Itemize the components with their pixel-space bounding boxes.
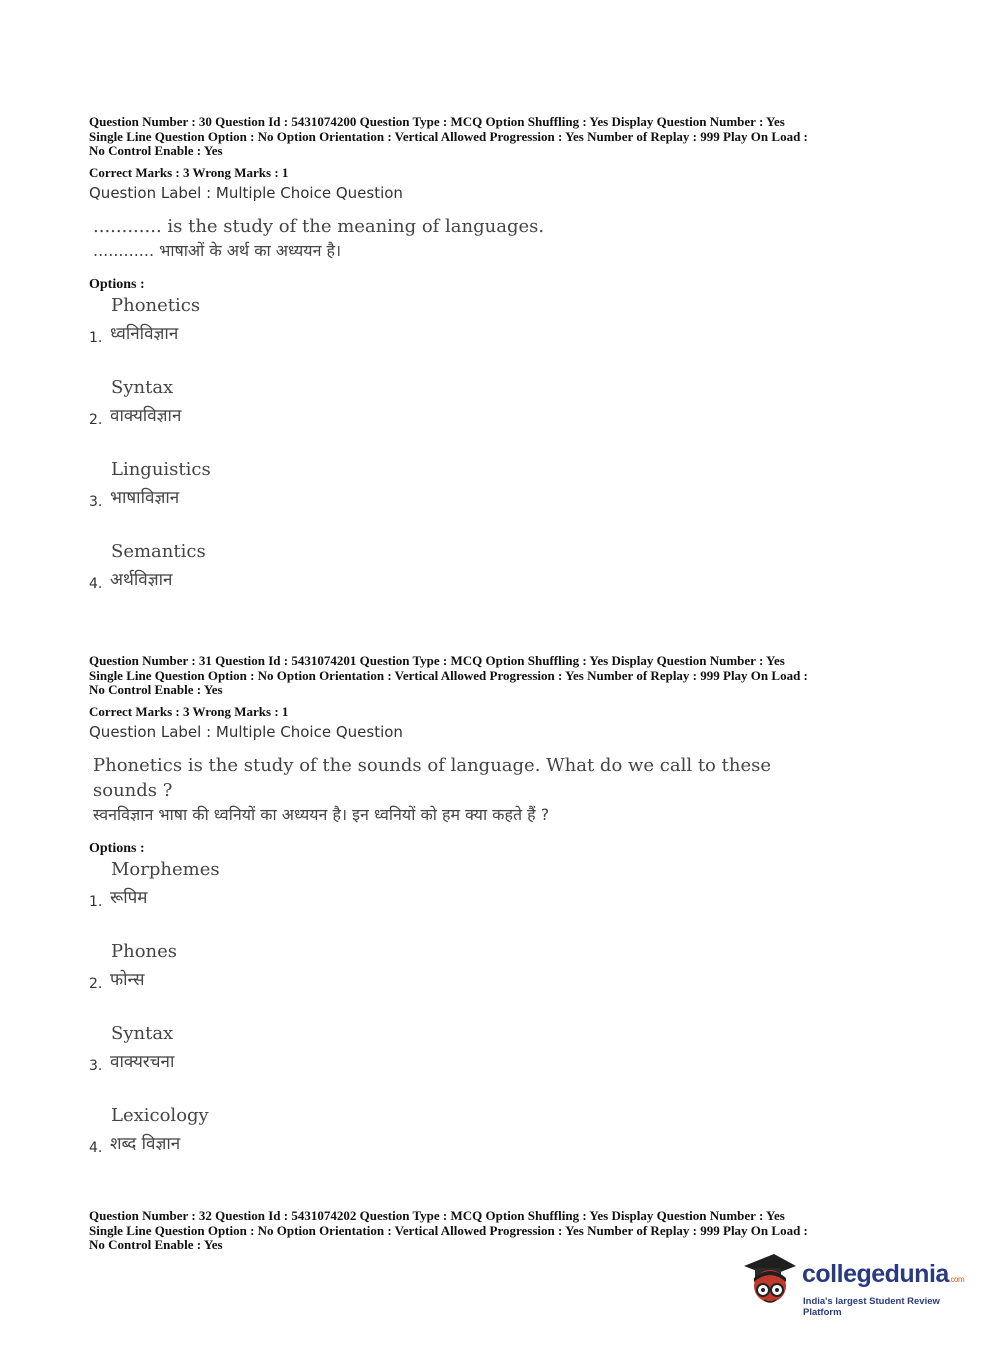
mascot-icon [740, 1250, 802, 1314]
question-meta: Question Number : 32 Question Id : 5431074202 Question Type : MCQ Option Shuffling : Yes Display Question Number : Yes Single Line Question Option : No Option Orientation : Vertical Allowed Progression : Yes Number of Replay : 999 Play On Load : No Control Enable : Yes [89, 1208, 808, 1252]
option-text-english: Phones [111, 940, 178, 962]
question-label: Question Label : Multiple Choice Question [89, 722, 403, 741]
option-number: 3. [89, 493, 103, 510]
options-heading: Options : [89, 840, 145, 856]
question-marks: Correct Marks : 3 Wrong Marks : 1 [89, 164, 289, 180]
option-number: 4. [89, 575, 103, 592]
question-stem-hindi: स्वनविज्ञान भाषा की ध्वनियों का अध्ययन है। इन ध्वनियों को हम क्या कहते हैं ? [93, 804, 550, 824]
option-number: 2. [89, 411, 103, 428]
option-number: 1. [89, 329, 103, 346]
option-text-english: Syntax [111, 1022, 174, 1044]
option-4 [89, 1103, 919, 1185]
question-meta: Question Number : 31 Question Id : 5431074201 Question Type : MCQ Option Shuffling : Yes Display Question Number : Yes Single Line Question Option : No Option Orientation : Vertical Allowed Progression : Yes Number of Replay : 999 Play On Load : No Control Enable : Yes [89, 653, 808, 697]
option-1 [89, 857, 919, 939]
option-text-hindi: वाक्यविज्ञान [110, 405, 182, 426]
option-text-hindi: भाषाविज्ञान [110, 487, 180, 508]
question-stem-english: Phonetics is the study of the sounds of language. What do we call to these sounds ? [93, 754, 771, 801]
option-text-hindi: फोन्स [110, 969, 145, 990]
logo-tagline: India's largest Student Review Platform [803, 1296, 940, 1318]
question-label: Question Label : Multiple Choice Question [89, 183, 403, 202]
options-heading: Options : [89, 276, 145, 292]
option-text-hindi: शब्द विज्ञान [110, 1133, 181, 1154]
option-text-hindi: रूपिम [110, 887, 148, 908]
question-meta: Question Number : 30 Question Id : 5431074200 Question Type : MCQ Option Shuffling : Yes Display Question Number : Yes Single Line Question Option : No Option Orientation : Vertical Allowed Progression : Yes Number of Replay : 999 Play On Load : No Control Enable : Yes [89, 114, 808, 158]
option-4 [89, 539, 919, 621]
option-number: 2. [89, 975, 103, 992]
logo-wordmark: collegedunia.com [802, 1260, 965, 1288]
option-text-hindi: ध्वनिविज्ञान [110, 323, 179, 344]
question-stem-english: ............ is the study of the meaning of languages. [93, 215, 545, 237]
question-30 [89, 115, 919, 621]
option-2 [89, 939, 919, 1021]
option-3 [89, 457, 919, 539]
option-text-english: Linguistics [111, 458, 211, 480]
option-number: 4. [89, 1139, 103, 1156]
question-32 [89, 1209, 919, 1253]
option-3 [89, 1021, 919, 1103]
option-text-english: Phonetics [111, 294, 201, 316]
question-31 [89, 654, 919, 1185]
option-number: 1. [89, 893, 103, 910]
question-marks: Correct Marks : 3 Wrong Marks : 1 [89, 703, 289, 719]
option-text-english: Semantics [111, 540, 206, 562]
option-text-english: Lexicology [111, 1104, 209, 1126]
option-2 [89, 375, 919, 457]
option-text-english: Morphemes [111, 858, 220, 880]
option-number: 3. [89, 1057, 103, 1074]
question-stem-hindi: ............ भाषाओं के अर्थ का अध्ययन है। [93, 240, 342, 260]
collegedunia-logo [740, 1250, 970, 1320]
option-text-english: Syntax [111, 376, 174, 398]
option-text-hindi: वाक्यरचना [110, 1051, 175, 1072]
option-text-hindi: अर्थविज्ञान [110, 569, 173, 590]
option-1 [89, 293, 919, 375]
